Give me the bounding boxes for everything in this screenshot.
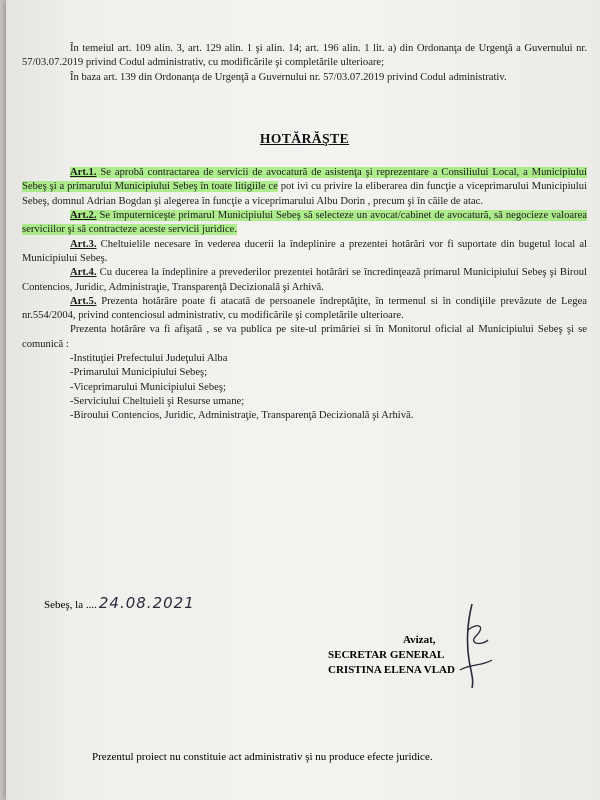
- recipient-item: -Serviciului Cheltuieli şi Resurse umane;: [70, 395, 245, 407]
- recipient-item: -Instituţiei Prefectului Judeţului Alba: [70, 353, 228, 365]
- handwritten-date: 24.08.2021: [98, 594, 195, 612]
- article-5-label: Art.5.: [70, 295, 97, 307]
- article-2-highlight: [22, 210, 587, 235]
- article-5: [22, 295, 587, 324]
- article-1-highlighted-text: Se aprobă contractarea de servicii de avocatură de asistenţa şi reprezentare a Consiliului Local, a Municipiului Sebeş şi a primarului Municipiului Sebeş în toate litigiile ce: [22, 167, 588, 193]
- article-3: [22, 238, 587, 267]
- footer-note: Prezentul proiect nu constituie act administrativ şi nu produce efecte juridice.: [92, 751, 433, 763]
- signature-block: [328, 633, 455, 678]
- article-4-text: Cu ducerea la îndeplinire a prevederilor prezentei hotărâri se încredinţează primarul Municipiului Sebeş şi Biroul Contencios, Juridic, Administraţie, Transparenţă Decizională şi Arhivă.: [22, 267, 587, 293]
- signatory-role: SECRETAR GENERAL: [328, 649, 445, 661]
- date-line: [44, 594, 195, 612]
- document-body: [22, 42, 587, 424]
- paragraph-temeiul: În temeiul art. 109 alin. 3, art. 129 alin. 1 şi alin. 14; art. 196 alin. 1 lit. a) din Ordonanţa de Urgenţă a Guvernului nr. 57/03.07.2019 privind Codul administrativ, cu modificările şi completările ulterioare;: [22, 43, 587, 69]
- recipient-item: -Biroului Contencios, Juridic, Administraţie, Transparenţă Decizională şi Arhivă.: [70, 410, 414, 422]
- article-1-text: pot ivi cu privire la eliberarea din funcţie a viceprimarului Municipiului Sebeş, domnul Adrian Bogdan şi alegerea în funcţie a viceprimarului Albu Dorin , precum şi în căile de atac.: [22, 181, 587, 207]
- article-1-label: Art.1.: [70, 167, 97, 179]
- article-2-text: Se împuterniceşte primarul Municipiului Sebeş să selecteze un avocat/cabinet de avocatură, să negocieze valoarea serviciilor şi să contracteze aceste servicii juridice.: [22, 210, 588, 236]
- avizat-label: Avizat,: [403, 634, 436, 646]
- article-3-label: Art.3.: [70, 238, 97, 250]
- article-4-label: Art.4.: [70, 267, 97, 279]
- article-2-label: Art.2.: [70, 210, 97, 222]
- article-2: [22, 209, 587, 238]
- article-3-text: Cheltuielile necesare în vederea ducerii la îndeplinire a prezentei hotărâri vor fi suportate din bugetul local al Municipiului Sebeş.: [22, 238, 587, 264]
- decision-title: HOTĂRĂŞTE: [259, 130, 350, 146]
- date-place: Sebeş, la ....: [44, 599, 97, 611]
- article-1: [22, 166, 587, 209]
- document-page: [6, 0, 600, 800]
- recipient-item: -Viceprimarului Municipiului Sebeş;: [70, 381, 226, 393]
- communication-intro: Prezenta hotărâre va fi afişată , se va publica pe site-ul primăriei si în Monitorul oficial al Municipiului Sebeş şi se comunică :: [22, 324, 587, 350]
- article-5-text: Prezenta hotărâre poate fi atacată de persoanele îndreptăţite, în termenul si în condiţiile prevăzute de Legea nr.554/2004, privind contenciosul administrativ, cu modificările şi completările ulterioare.: [22, 295, 587, 322]
- title-container: [22, 132, 587, 148]
- signatory-name: CRISTINA ELENA VLAD: [328, 664, 455, 676]
- article-4: [22, 266, 587, 295]
- recipient-item: -Primarului Municipiului Sebeş;: [70, 367, 208, 379]
- paragraph-baza: În baza art. 139 din Ordonanţa de Urgenţă a Guvernului nr. 57/03.07.2019 privind Codul administrativ.: [70, 71, 507, 83]
